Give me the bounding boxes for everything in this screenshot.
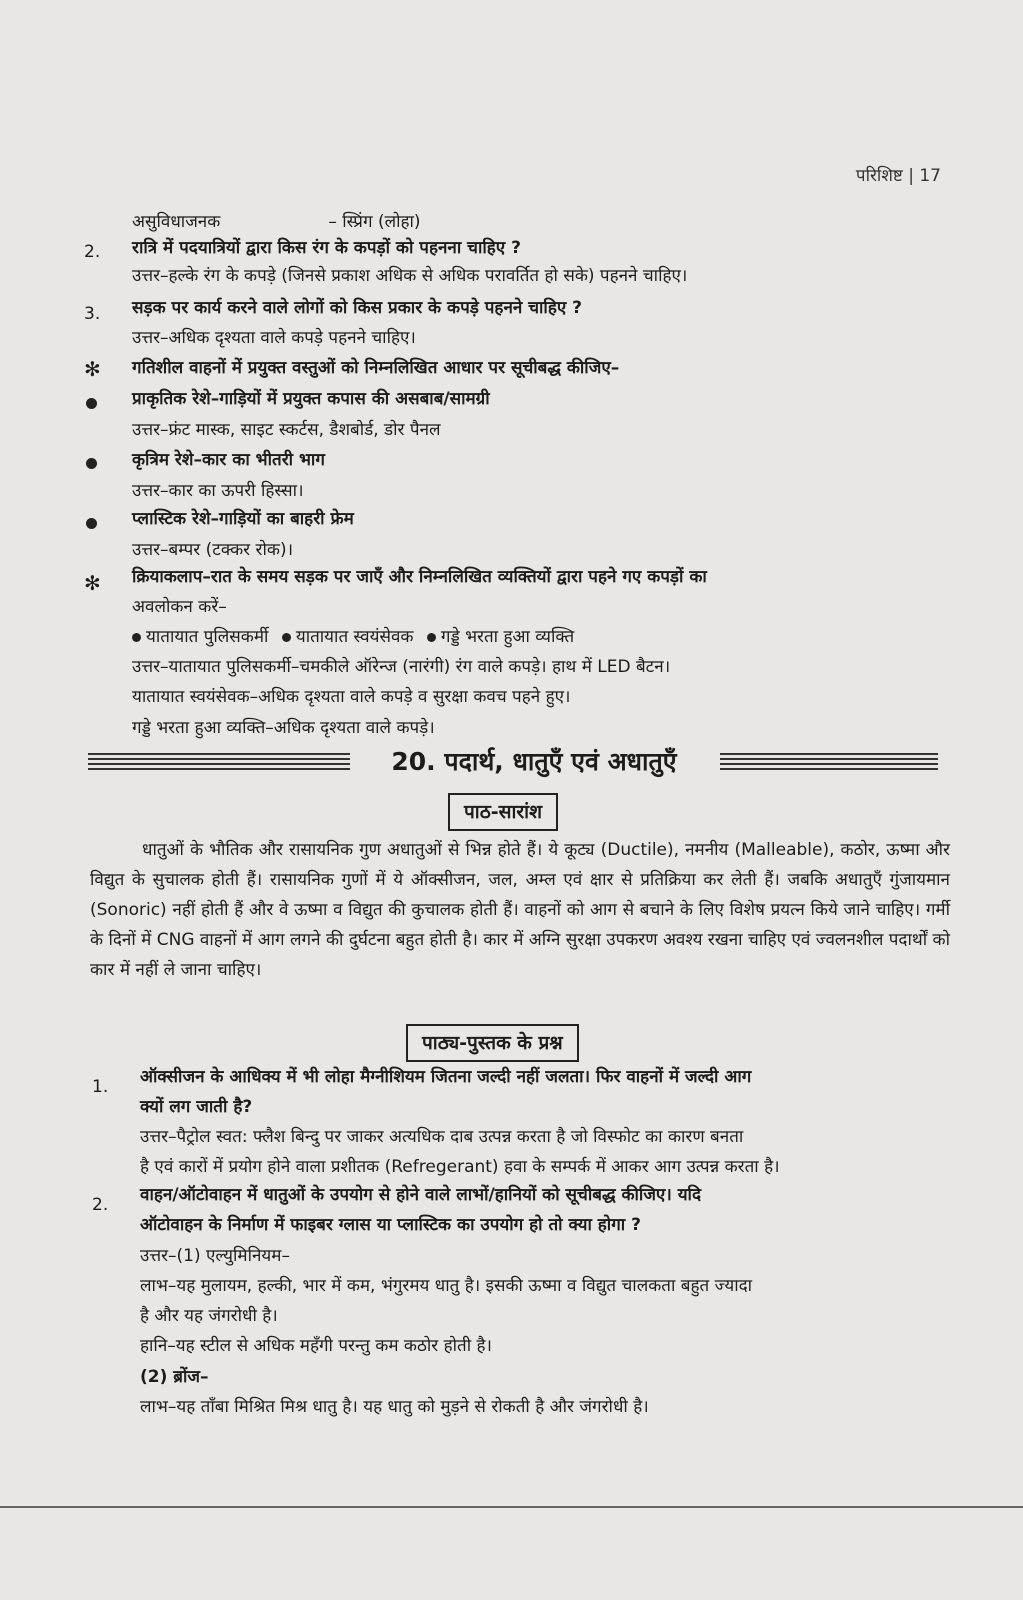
summary-heading: पाठ-सारांश bbox=[448, 793, 558, 831]
activity-line-2: अवलोकन करें– bbox=[132, 597, 227, 617]
activity-item: यातायात स्वयंसेवक bbox=[295, 627, 414, 647]
heading-rule-left bbox=[88, 753, 350, 771]
chapter-heading bbox=[88, 745, 938, 785]
natural-fibres-answer: उत्तर–फ्रंट मास्क, साइट स्कर्टस, डैशबोर्ड, डोर पैनल bbox=[132, 420, 441, 440]
page-header: परिशिष्ट | 17 bbox=[855, 166, 941, 186]
plastic-fibres: प्लास्टिक रेशे–गाड़ियों का बाहरी फ्रेम bbox=[132, 509, 354, 529]
question-2-line-1: वाहन/ऑटोवाहन में धातुओं के उपयोग से होने वाले लाभों/हानियों को सूचीबद्ध कीजिए। यदि bbox=[140, 1185, 701, 1205]
activity-answer-2: यातायात स्वयंसेवक–अधिक दृश्यता वाले कपड़े व सुरक्षा कवच पहने हुए। bbox=[132, 687, 571, 707]
bullet-icon bbox=[86, 518, 97, 529]
question-1-line-2: क्यों लग जाती है? bbox=[140, 1097, 253, 1117]
activity-line-1: क्रियाकलाप–रात के समय सड़क पर जाएँ और निम्नलिखित व्यक्तियों द्वारा पहने गए कपड़ों का bbox=[132, 567, 707, 587]
answer-2-disadvantage-1: हानि–यह स्टील से अधिक महँगी परन्तु कम कठोर होती है। bbox=[140, 1336, 492, 1356]
chapter-title: 20. पदार्थ, धातुएँ एवं अधातुएँ bbox=[391, 747, 677, 776]
list-instruction: गतिशील वाहनों में प्रयुक्त वस्तुओं को निम्नलिखित आधार पर सूचीबद्ध कीजिए– bbox=[132, 358, 620, 378]
asterisk-icon: ✻ bbox=[84, 571, 101, 595]
q3-answer: उत्तर–अधिक दृश्यता वाले कपड़े पहनने चाहिए। bbox=[132, 328, 416, 348]
question-2-line-2: ऑटोवाहन के निर्माण में फाइबर ग्लास या प्लास्टिक का उपयोग हो तो क्या होगा ? bbox=[140, 1215, 641, 1235]
q2-question: रात्रि में पदयात्रियों द्वारा किस रंग के कपड़ों को पहनना चाहिए ? bbox=[132, 238, 521, 258]
q3-number: 3. bbox=[84, 304, 101, 324]
heading-rule-right bbox=[720, 753, 938, 771]
question-2-number: 2. bbox=[92, 1195, 109, 1215]
activity-item: यातायात पुलिसकर्मी bbox=[146, 627, 269, 647]
question-1-number: 1. bbox=[92, 1077, 109, 1097]
natural-fibres: प्राकृतिक रेशे–गाड़ियों में प्रयुक्त कपास की असबाब/सामग्री bbox=[132, 389, 490, 409]
activity-answer-1: उत्तर–यातायात पुलिसकर्मी–चमकीले ऑरेन्ज (नारंगी) रंग वाले कपड़े। हाथ में LED बैटन। bbox=[132, 657, 671, 677]
bottom-divider bbox=[0, 1506, 1023, 1508]
bullet-icon bbox=[282, 633, 291, 642]
q3-question: सड़क पर कार्य करने वाले लोगों को किस प्रकार के कपड़े पहनने चाहिए ? bbox=[132, 298, 583, 318]
textbook-questions-heading: पाठ्य-पुस्तक के प्रश्न bbox=[406, 1024, 579, 1062]
answer-1-line-1: उत्तर–पैट्रोल स्वत: फ्लैश बिन्दु पर जाकर अत्यधिक दाब उत्पन्न करता है जो विस्फोट का कारण बनता bbox=[140, 1127, 744, 1147]
activity-items bbox=[132, 626, 574, 648]
answer-2-aluminium: उत्तर–(1) एल्युमिनियम– bbox=[140, 1246, 290, 1266]
activity-answer-3: गड्डे भरता हुआ व्यक्ति–अधिक दृश्यता वाले कपड़े। bbox=[132, 718, 435, 738]
activity-item: गड्डे भरता हुआ व्यक्ति bbox=[440, 627, 575, 647]
q2-answer: उत्तर–हल्के रंग के कपड़े (जिनसे प्रकाश अधिक से अधिक परावर्तित हो सके) पहनने चाहिए। bbox=[132, 266, 688, 286]
question-1-line-1: ऑक्सीजन के आधिक्य में भी लोहा मैग्नीशियम जितना जल्दी नहीं जलता। फिर वाहनों में जल्दी आग bbox=[140, 1067, 752, 1087]
bullet-icon bbox=[427, 633, 436, 642]
answer-2-advantage-1: लाभ–यह मुलायम, हल्की, भार में कम, भंगुरमय धातु है। इसकी ऊष्मा व विद्युत चालकता बहुत ज्यादा bbox=[140, 1276, 753, 1296]
answer-2-advantage-2: लाभ–यह ताँबा मिश्रित मिश्र धातु है। यह धातु को मुड़ने से रोकती है और जंगरोधी है। bbox=[140, 1397, 649, 1417]
bullet-icon bbox=[86, 458, 97, 469]
asterisk-icon: ✻ bbox=[84, 357, 101, 381]
bullet-icon bbox=[132, 633, 141, 642]
plastic-fibres-answer: उत्तर–बम्पर (टक्कर रोक)। bbox=[132, 540, 294, 560]
synthetic-fibres-answer: उत्तर–कार का ऊपरी हिस्सा। bbox=[132, 481, 304, 501]
answer-1-line-2: है एवं कारों में प्रयोग होने वाला प्रशीतक (Refregerant) हवा के सम्पर्क में आकर आग उत्पन्न करता है। bbox=[140, 1157, 780, 1177]
q2-number: 2. bbox=[84, 242, 101, 262]
answer-2-advantage-1-cont: है और यह जंगरोधी है। bbox=[140, 1306, 278, 1326]
answer-2-bronze: (2) ब्रोंज– bbox=[140, 1367, 209, 1387]
line-inconvenient: असुविधाजनक – स्प्रिंग (लोहा) bbox=[132, 212, 421, 232]
bullet-icon bbox=[86, 398, 97, 409]
summary-paragraph: धातुओं के भौतिक और रासायनिक गुण अधातुओं से भिन्न होते हैं। ये कूट्य (Ductile), नमनीय (Malleable), कठोर, ऊष्मा और विद्युत के सुचालक होती हैं। रासायनिक गुणों में ये ऑक्सीजन, जल, अम्ल एवं क्षार से प्रतिक्रिया कर लेती हैं। जबकि अधातुएँ गुंजायमान (Sonoric) नहीं होती हैं और वे ऊष्मा व विद्युत की कुचालक होती हैं। वाहनों को आग से बचाने के लिए विशेष प्रयत्न किये जाने चाहिए। गर्मी के दिनों में CNG वाहनों में आग लगने की दुर्घटना बहुत होती है। कार में अग्नि सुरक्षा उपकरण अवश्य रखना चाहिए एवं ज्वलनशील पदार्थों को कार में नहीं ले जाना चाहिए। bbox=[90, 840, 950, 980]
synthetic-fibres: कृत्रिम रेशे–कार का भीतरी भाग bbox=[132, 450, 325, 470]
